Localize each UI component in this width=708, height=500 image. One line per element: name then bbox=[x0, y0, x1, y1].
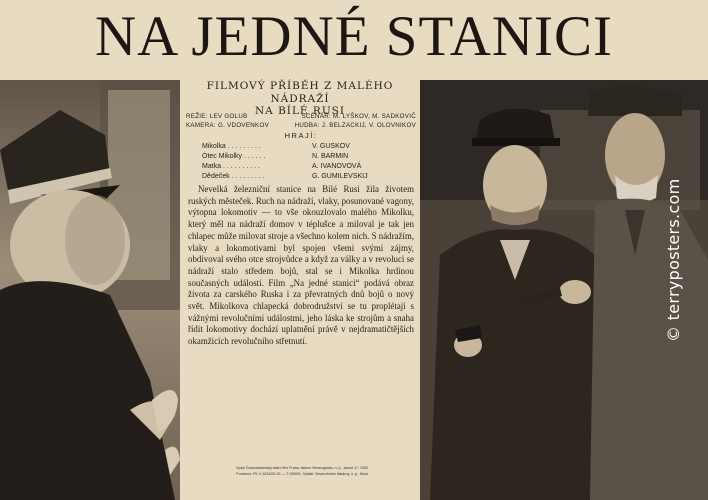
cast-row bbox=[202, 142, 412, 152]
cast-list bbox=[202, 142, 412, 182]
printer-imprint bbox=[186, 466, 418, 477]
cast-row bbox=[202, 172, 412, 182]
credit-director: REŽIE: LEV GOLUB bbox=[186, 113, 248, 120]
film-title: NA JEDNÉ STANICI bbox=[94, 5, 614, 68]
credits-block bbox=[186, 112, 416, 130]
credit-screenplay: SCÉNÁŘ: M. LYŠKOV, M. SADKOVIČ bbox=[301, 113, 416, 120]
cast-row bbox=[202, 152, 412, 162]
cast-actor: N. BARMIN bbox=[312, 153, 349, 160]
credit-camera: KAMERA: G. VDOVENKOV bbox=[186, 122, 270, 129]
cast-actor: V. GUSKOV bbox=[312, 143, 350, 150]
synopsis-text: Nevelká železniční stanice na Bílé Rusi žila životem ruských městeček. Ruch na nádraží, vlaky, posunované vagony, výtopna lokomotiv — to vše okouzlovalo malého Mikolku, který měl na nádraží domov v téplušce a miloval je tak jen chlapec může milovat stroje a všechno kolem nich. S nádražím, vlaky a lokomotivami byl spojen všemi svými zájmy, obdivoval svého otce strojvůdce a když za války a v revoluci se nádraží stalo středem bojů, stal se i Mikolka hrdinou současných událostí. Film „Na jedné stanici“ podává obraz života za carského Ruska i za převratných dnů bojů o nový svět. Mikolkova chlapecká dobrodružství se tu proplétají s vážnými revolučními událostmi, jeho láska ke strojům a snaha řídit lokomotivy dochází uplatnění právě v nejdramatičtějších okamžicích revolučního střetnutí. bbox=[188, 184, 414, 347]
left-photo bbox=[0, 80, 180, 500]
watermark bbox=[664, 302, 684, 342]
film-subtitle: FILMOVÝ PŘÍBĚH Z MALÉHO NÁDRAŽÍ NA BÍLÉ RUSI bbox=[206, 80, 394, 117]
imprint-line-2: Povoleno: PK V-1024/50-S1 — F-090/51. Vytiskl: Severočeské tiskárny, n. p., Most bbox=[236, 471, 368, 476]
cast-role: Mikolka . . . . . . . . . bbox=[202, 143, 261, 150]
cast-actor: A. IVANOVOVÁ bbox=[312, 163, 362, 170]
cast-role: Matka . . . . . . . . . . bbox=[202, 163, 260, 170]
cast-role: Otec Mikolky . . . . . . bbox=[202, 153, 266, 160]
cast-role: Dědeček . . . . . . . . . bbox=[202, 173, 265, 180]
cast-actor: G. GUMILEVSKIJ bbox=[312, 173, 368, 180]
credit-music: HUDBA: J. BELZACKIJ, V. OLOVNIKOV bbox=[294, 122, 416, 129]
cast-heading: HRAJÍ: bbox=[284, 131, 318, 140]
cast-row bbox=[202, 162, 412, 172]
left-photo-figure bbox=[0, 80, 180, 500]
imprint-line-1: Vydal Československý státní film Praha, tiskem Severografia, n. p., závod 17, 1953 bbox=[235, 466, 369, 470]
